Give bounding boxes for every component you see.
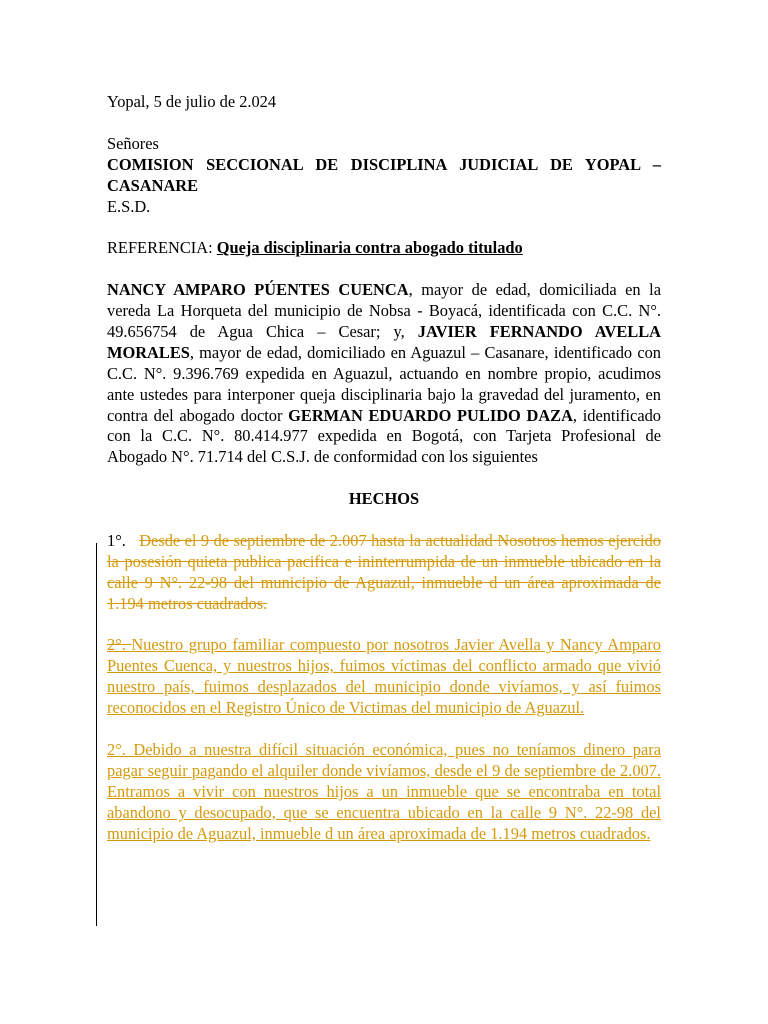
fact-2-deleted-number: 2°. [107, 635, 132, 655]
complainant-name-2: JAVIER FERNANDO AVELLA MORALES [107, 321, 661, 362]
salutation: Señores [107, 133, 159, 153]
reference-line [107, 238, 661, 259]
intro-text-2: , mayor de edad, domiciliado en Aguazul – Casanare, identificado con C.C. N°. 9.396.769 expedida en Aguazul, actuando en nombre propio, acudimos ante ustedes para interponer queja disciplinaria bajo la gravedad del juramento, en contra del abogado doctor [107, 342, 661, 425]
fact-1 [107, 531, 661, 615]
track-change-bar [96, 543, 97, 926]
fact-1-number: 1°. [107, 530, 140, 550]
addressee: COMISION SECCIONAL DE DISCIPLINA JUDICIAL DE YOPAL – CASANARE [107, 154, 661, 195]
intro-text-1: , mayor de edad, domiciliada en la vereda La Horqueta del municipio de Nobsa - Boyacá, identificada con C.C. N°. 49.656754 de Agua Chica – Cesar; y, [107, 280, 661, 341]
document-page [107, 92, 661, 845]
reference-subject: Queja disciplinaria contra abogado titulado [216, 238, 523, 258]
fact-2-inserted-text: Nuestro grupo familiar compuesto por nosotros Javier Avella y Nancy Amparo Puentes Cuenca, y nuestros hijos, fuimos víctimas del conflicto armado que vivió nuestro país, fuimos desplazados del municipio donde vivíamos, y así fuimos reconocidos en el Registro Único de Victimas del municipio de Aguazul. [107, 635, 661, 718]
esd-line: E.S.D. [107, 196, 151, 216]
fact-2 [107, 635, 661, 719]
fact-3-inserted-text: 2°. Debido a nuestra difícil situación económica, pues no teníamos dinero para pagar seguir pagando el alquiler donde vivíamos, desde el 9 de septiembre de 2.007. Entramos a vivir con nuestros hijos a un inmueble que se encontraba en total abandono y desocupado, que se encuentra ubicado en la calle 9 N°. 22-98 del municipio de Aguazul, inmueble d un área aproximada de 1.194 metros cuadrados. [107, 739, 661, 843]
date-line: Yopal, 5 de julio de 2.024 [107, 92, 277, 111]
respondent-name: GERMAN EDUARDO PULIDO DAZA [288, 405, 573, 425]
intro-paragraph [107, 280, 661, 468]
fact-1-deleted-text: Desde el 9 de septiembre de 2.007 hasta la actualidad Nosotros hemos ejercido la posesión quieta publica pacifica e ininterrumpida de un inmueble ubicado en la calle 9 N°. 22-98 del municipio de Aguazul, inmueble d un área aproximada de 1.194 metros cuadrados. [107, 530, 661, 613]
fact-3 [107, 740, 661, 845]
section-title-hechos: HECHOS [348, 489, 420, 509]
intro-text-3: , identificado con la C.C. N°. 80.414.977 expedida en Bogotá, con Tarjeta Profesional de Abogado N°. 71.714 del C.S.J. de conformidad con los siguientes [107, 405, 661, 467]
reference-label: REFERENCIA: [107, 238, 217, 258]
complainant-name-1: NANCY AMPARO PÚENTES CUENCA [107, 280, 409, 300]
